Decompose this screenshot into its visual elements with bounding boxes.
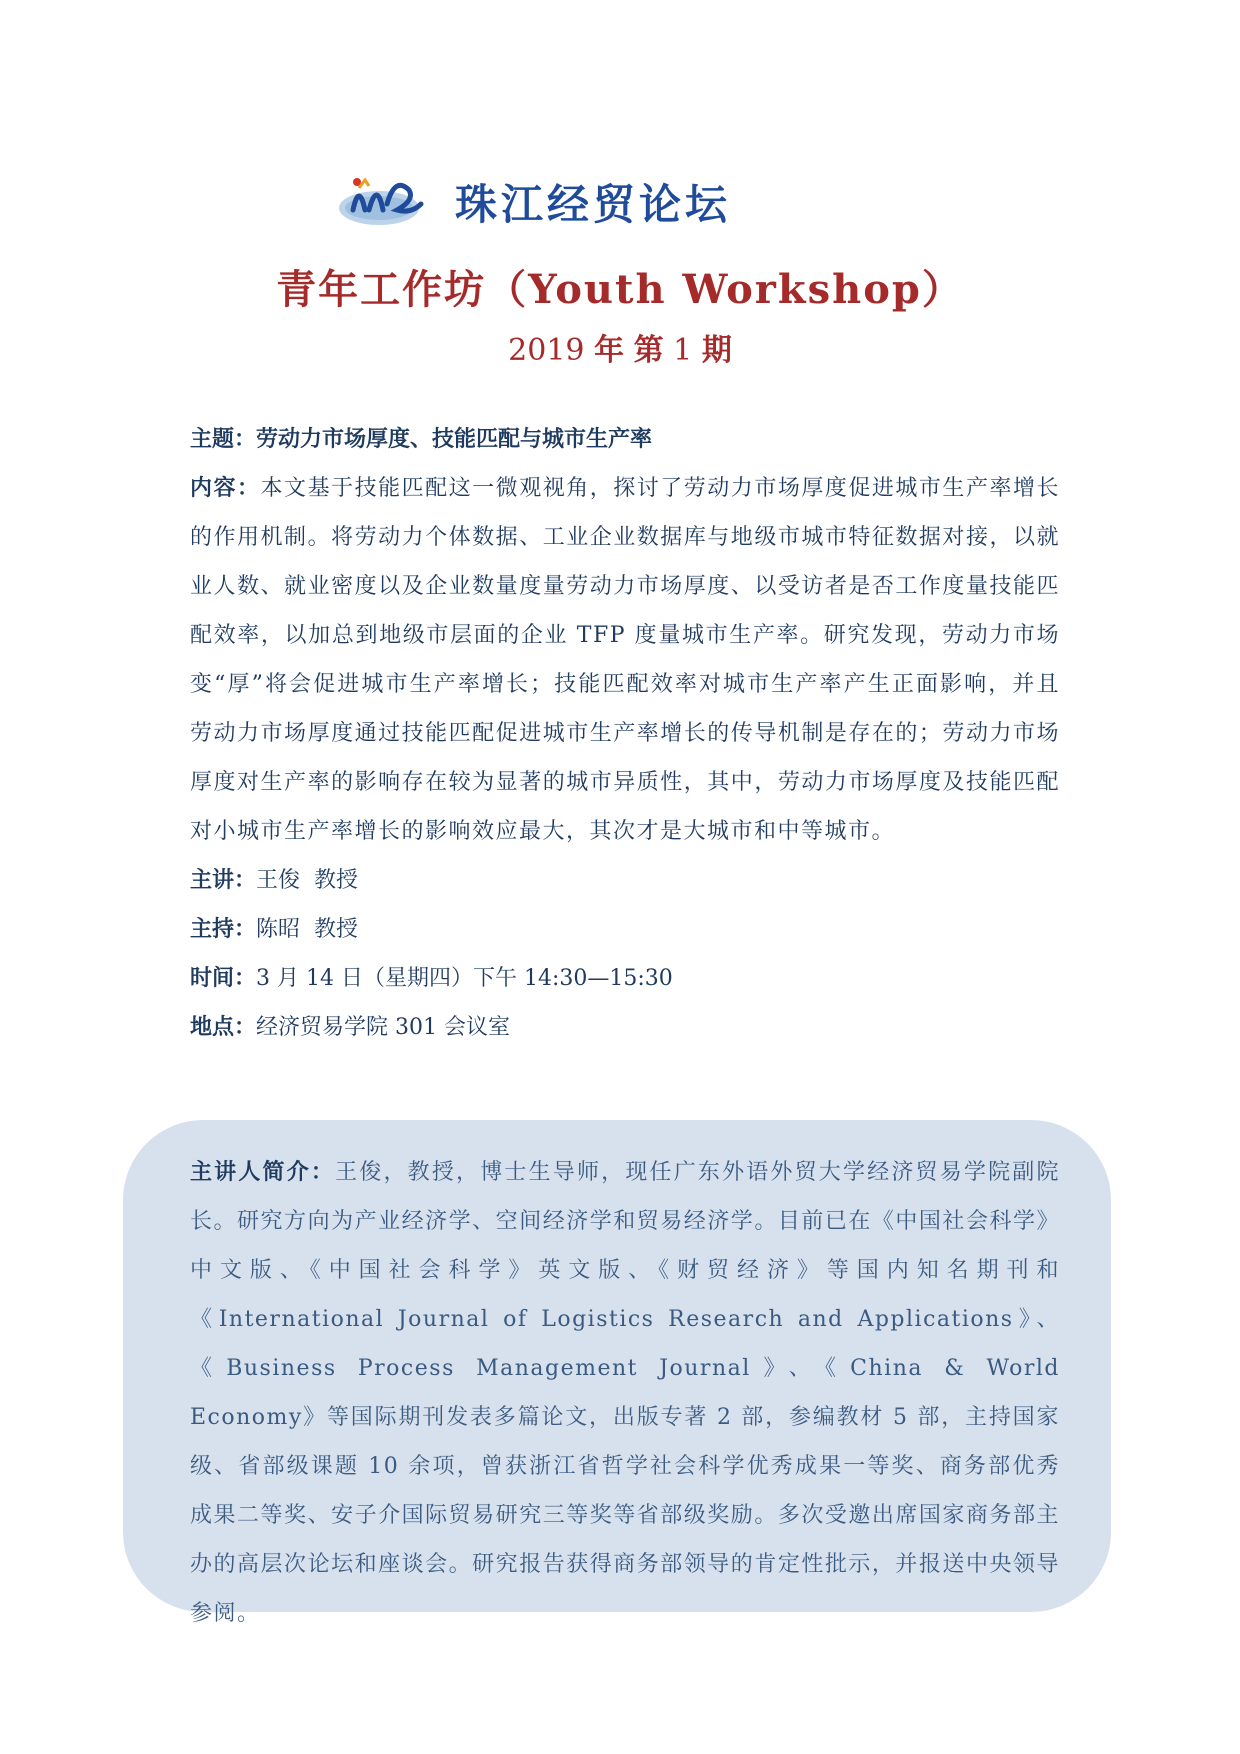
location-label: 地点： — [190, 1014, 257, 1040]
workshop-title — [0, 258, 1240, 315]
content-paragraph — [190, 464, 1060, 856]
content-text: 本文基于技能匹配这一微观视角，探讨了劳动力市场厚度促进城市生产率增长的作用机制。将劳动力个体数据、工业企业数据库与地级市城市特征数据对接，以就业人数、就业密度以及企业数量度量劳动力市场厚度、以受访者是否工作度量技能匹配效率，以加总到地级市层面的企业 TFP 度量城市生产率。研究发现，劳动力市场变“厚”将会促进城市生产率增长；技能匹配效率对城市生产率产生正面影响，并且劳动力市场厚度通过技能匹配促进城市生产率增长的传导机制是存在的；劳动力市场厚度对生产率的影响存在较为显著的城市异质性，其中，劳动力市场厚度及技能匹配对小城市生产率增长的影响效应最大，其次才是大城市和中等城市。 — [190, 476, 1060, 844]
time-line — [190, 954, 1060, 1003]
bio-label: 主讲人简介： — [190, 1159, 336, 1185]
location-line — [190, 1003, 1060, 1052]
host-label: 主持： — [190, 916, 257, 942]
time-text: 3 月 14 日（星期四）下午 14:30—15:30 — [256, 966, 673, 991]
issue-year: 2019 — [508, 333, 585, 368]
forum-logo-icon — [335, 170, 427, 228]
location-text: 经济贸易学院 301 会议室 — [256, 1015, 510, 1040]
host-text: 陈昭 教授 — [256, 917, 359, 942]
issue-suffix: 期 — [701, 333, 732, 368]
event-details — [190, 415, 1060, 1052]
speaker-label: 主讲： — [190, 867, 257, 893]
workshop-title-en: （Youth Workshop） — [486, 266, 964, 313]
speaker-line — [190, 856, 1060, 905]
topic-text: 劳动力市场厚度、技能匹配与城市生产率 — [256, 426, 653, 452]
issue-line — [0, 325, 1240, 369]
bio-text: 王俊，教授，博士生导师，现任广东外语外贸大学经济贸易学院副院长。研究方向为产业经济学、空间经济学和贸易经济学。目前已在《中国社会科学》中文版、《中国社会科学》英文版、《财贸经济》等国内知名期刊和《International Journal of Logistics Research and Applications》、《Business Process Management Journal》、《China & World Economy》等国际期刊发表多篇论文，出版专著 2 部，参编教材 5 部，主持国家级、省部级课题 10 余项，曾获浙江省哲学社会科学优秀成果一等奖、商务部优秀成果二等奖、安子介国际贸易研究三等奖等省部级奖励。多次受邀出席国家商务部主办的高层次论坛和座谈会。研究报告获得商务部领导的肯定性批示，并报送中央领导参阅。 — [190, 1160, 1060, 1626]
time-label: 时间： — [190, 965, 257, 991]
content-label: 内容： — [190, 475, 261, 501]
issue-number: 1 — [673, 333, 693, 368]
forum-title: 珠江经贸论坛 — [455, 180, 732, 229]
speaker-bio — [190, 1148, 1060, 1638]
topic-label: 主题： — [190, 426, 257, 452]
issue-year-char: 年 — [594, 333, 625, 368]
host-line — [190, 905, 1060, 954]
topic-line — [190, 415, 1060, 464]
speaker-text: 王俊 教授 — [256, 868, 359, 893]
issue-prefix: 第 — [633, 333, 664, 368]
workshop-title-cn: 青年工作坊 — [276, 266, 487, 313]
header — [0, 160, 1240, 240]
